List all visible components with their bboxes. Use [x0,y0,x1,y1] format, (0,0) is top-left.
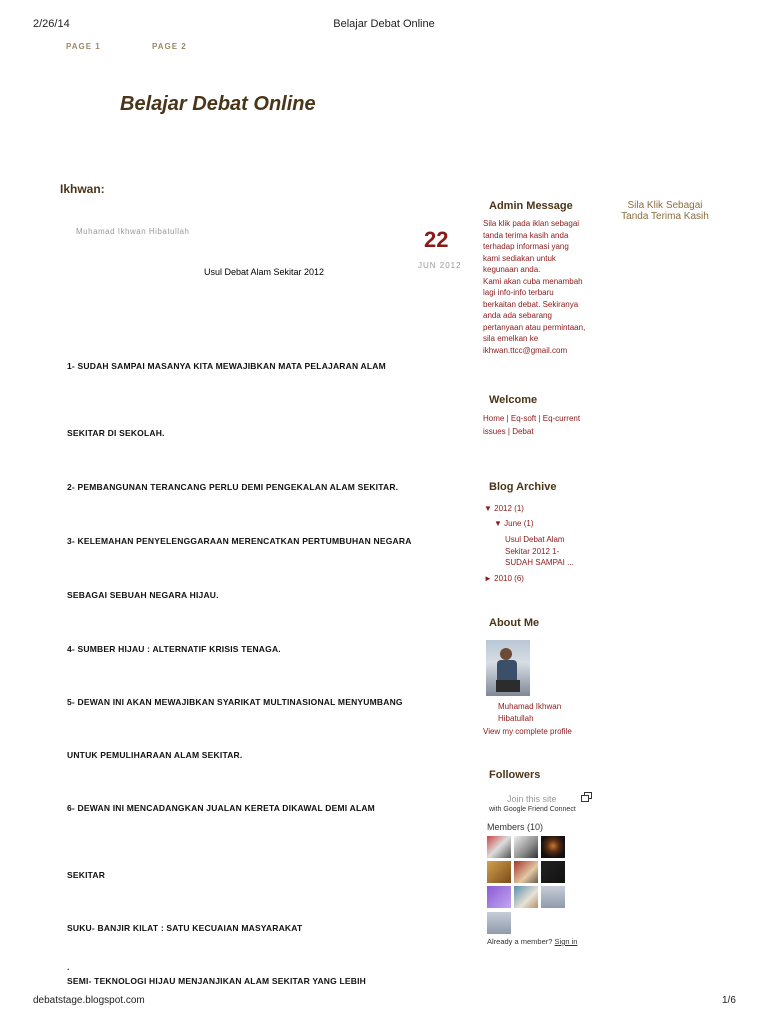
profile-name-link[interactable]: Muhamad Ikhwan Hibatullah [498,702,562,723]
welcome-links-line1[interactable]: Home | Eq-soft | Eq-current [483,414,581,423]
archive-june-toggle[interactable]: ▼ June (1) [494,519,534,528]
thank-you-note: Sila Klik Sebagai Tanda Terima Kasih [621,200,709,222]
nav-page-1[interactable]: PAGE 1 [66,42,101,51]
motion-line: SEKITAR DI SEKOLAH. [67,428,165,438]
post-author: Muhamad Ikhwan Hibatullah [76,227,190,236]
motion-line: 5- DEWAN INI AKAN MEWAJIBKAN SYARIKAT MULTINASIONAL MENYUMBANG [67,697,403,707]
member-avatar[interactable] [487,912,511,934]
join-site-button[interactable]: Join this site [507,794,557,804]
member-avatar[interactable] [541,836,565,858]
motion-line: 2- PEMBANGUNAN TERANCANG PERLU DEMI PENGEKALAN ALAM SEKITAR. [67,482,399,492]
motion-line: UNTUK PEMULIHARAAN ALAM SEKITAR. [67,750,243,760]
motion-line: 3- KELEMAHAN PENYELENGGARAAN MERENCATKAN PERTUMBUHAN NEGARA [67,536,412,546]
member-avatar[interactable] [487,861,511,883]
motion-line: SEKITAR [67,870,106,880]
already-member: Already a member? Sign in [487,937,578,946]
member-avatar[interactable] [514,861,538,883]
about-me-title: About Me [489,617,540,629]
view-profile-link[interactable]: View my complete profile [483,727,572,736]
print-date: 2/26/14 [33,18,70,30]
blog-archive-title: Blog Archive [489,481,557,493]
followers-title: Followers [489,769,541,781]
gfc-note: with Google Friend Connect [489,806,576,813]
admin-message-body: Sila klik pada iklan sebagai tanda terima kasih anda terhadap informasi yang kami sediakan untuk kegunaan anda. Kami akan cuba menambah lagi info-info terbaru berkaitan debat. Sekiranya anda ada sebarang pertanyaan atau permintaan, sila emelkan ke ikhwan.ttcc@gmail.com [483,219,586,355]
nav-page-2[interactable]: PAGE 2 [152,42,187,51]
popout-icon[interactable] [581,792,591,801]
members-count: Members (10) [487,822,544,832]
archive-post-link[interactable]: Usul Debat Alam Sekitar 2012 1- SUDAH SAMPAI ... [505,535,574,567]
print-title: Belajar Debat Online [333,18,435,30]
motion-line: SEBAGAI SEBUAH NEGARA HIJAU. [67,590,219,600]
motion-line: SUKU- BANJIR KILAT : SATU KECUAIAN MASYARAKAT [67,923,303,933]
sign-in-link[interactable]: Sign in [554,937,578,946]
motion-line: 6- DEWAN INI MENCADANGKAN JUALAN KERETA DIKAWAL DEMI ALAM [67,803,375,813]
author-label: Ikhwan: [60,182,105,196]
motion-line: 1- SUDAH SAMPAI MASANYA KITA MEWAJIBKAN MATA PELAJARAN ALAM [67,361,386,371]
post-date-day: 22 [424,227,449,252]
welcome-title: Welcome [489,394,538,406]
archive-2012-toggle[interactable]: ▼ 2012 (1) [484,504,524,513]
post-title[interactable]: Usul Debat Alam Sekitar 2012 [204,267,325,277]
welcome-links-line2[interactable]: issues | Debat [483,427,534,436]
motion-line: . [67,962,70,972]
member-avatar[interactable] [487,836,511,858]
footer-page-number: 1/6 [722,995,736,1006]
member-avatar[interactable] [514,886,538,908]
member-avatar[interactable] [541,886,565,908]
motion-line: SEMI- TEKNOLOGI HIJAU MENJANJIKAN ALAM SEKITAR YANG LEBIH [67,976,367,986]
motion-line: 4- SUMBER HIJAU : ALTERNATIF KRISIS TENAGA. [67,644,281,654]
member-avatar[interactable] [487,886,511,908]
archive-2010-toggle[interactable]: ► 2010 (6) [484,574,524,583]
profile-photo[interactable] [486,640,530,696]
blog-title[interactable]: Belajar Debat Online [120,93,316,115]
footer-url: debatstage.blogspot.com [33,995,145,1006]
admin-message-title: Admin Message [489,200,573,212]
post-date-month: JUN 2012 [418,261,462,270]
member-avatar[interactable] [514,836,538,858]
member-avatar[interactable] [541,861,565,883]
